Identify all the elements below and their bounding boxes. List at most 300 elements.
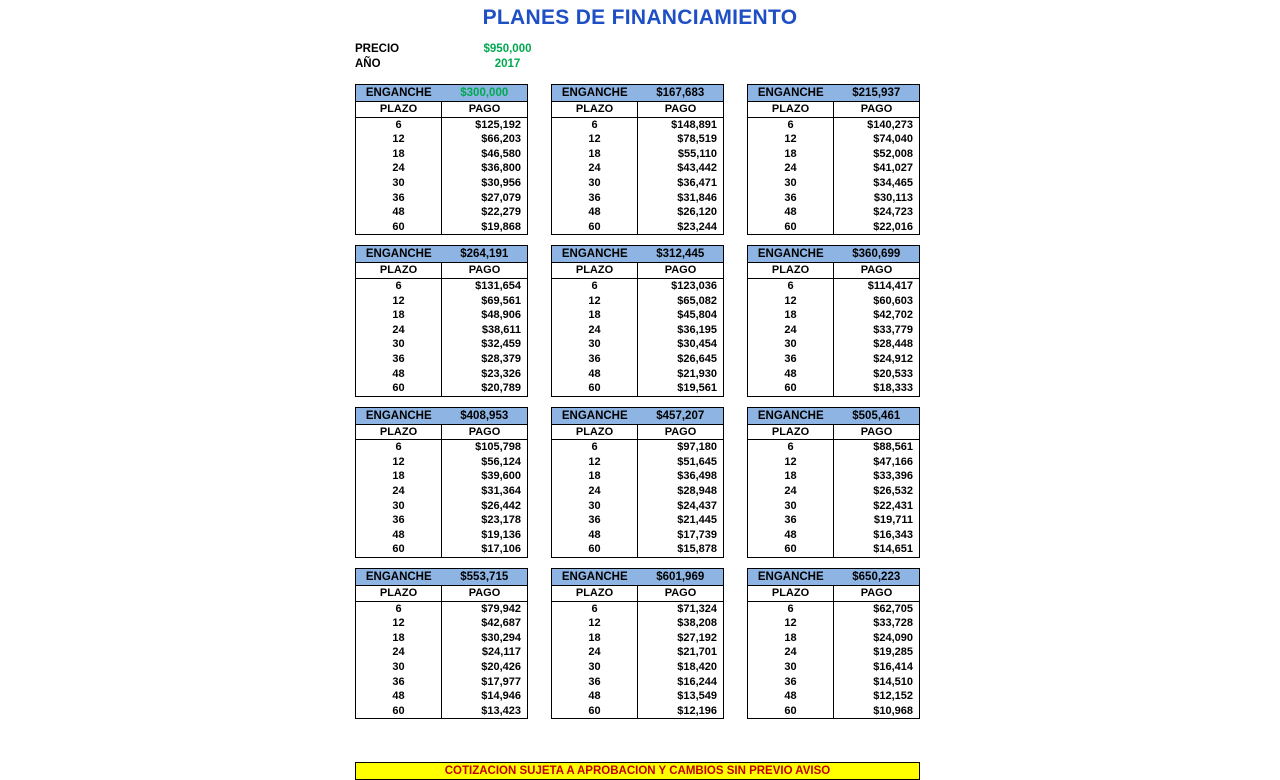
column-header-plazo: PLAZO <box>748 102 834 117</box>
cell-pago: $71,324 <box>677 602 717 615</box>
cell-plazo: 6 <box>356 601 442 616</box>
table-row <box>748 132 920 147</box>
table-row <box>552 499 724 514</box>
cell-plazo: 24 <box>356 161 442 176</box>
cell-pago: $19,136 <box>481 528 521 541</box>
table-row <box>552 469 724 484</box>
plan-payment-table <box>355 586 528 719</box>
table-row <box>748 601 920 616</box>
cell-pago: $33,728 <box>873 617 913 630</box>
cell-plazo: 60 <box>356 220 442 235</box>
table-header-row <box>748 425 920 440</box>
plan-payment-table <box>747 586 920 719</box>
plan-header <box>355 568 528 586</box>
table-row <box>356 337 528 352</box>
cell-plazo: 18 <box>552 308 638 323</box>
plan-payment-table <box>747 425 920 558</box>
cell-plazo: 12 <box>748 294 834 309</box>
financing-plans-grid <box>355 84 920 729</box>
table-row <box>356 616 528 631</box>
cell-plazo: 6 <box>356 440 442 455</box>
table-row <box>552 616 724 631</box>
table-row <box>552 645 724 660</box>
cell-plazo: 48 <box>552 367 638 382</box>
enganche-value: $408,953 <box>460 409 509 422</box>
cell-plazo: 24 <box>748 484 834 499</box>
cell-pago: $17,739 <box>677 528 717 541</box>
financing-plan-card <box>355 84 528 235</box>
column-header-plazo: PLAZO <box>356 425 442 440</box>
table-row <box>356 675 528 690</box>
table-row <box>552 191 724 206</box>
financing-plan-card <box>747 245 920 396</box>
cell-pago: $23,178 <box>481 514 521 527</box>
cell-plazo: 48 <box>552 689 638 704</box>
table-row <box>552 278 724 293</box>
table-row <box>552 528 724 543</box>
cell-plazo: 30 <box>748 660 834 675</box>
cell-pago: $66,203 <box>481 133 521 146</box>
table-row <box>356 205 528 220</box>
cell-pago: $43,442 <box>677 162 717 175</box>
cell-plazo: 36 <box>748 513 834 528</box>
financing-plan-card <box>747 568 920 719</box>
table-row <box>748 176 920 191</box>
enganche-value: $215,937 <box>852 87 901 99</box>
cell-pago: $34,465 <box>873 176 913 189</box>
cell-plazo: 24 <box>552 645 638 660</box>
table-row <box>748 513 920 528</box>
table-row <box>356 499 528 514</box>
cell-plazo: 12 <box>552 294 638 309</box>
table-row <box>748 308 920 323</box>
table-row <box>552 352 724 367</box>
cell-plazo: 60 <box>748 704 834 719</box>
price-label: PRECIO <box>355 42 400 55</box>
price-value: $950,000 <box>483 42 532 55</box>
column-header-plazo: PLAZO <box>748 425 834 440</box>
financing-plan-card <box>747 407 920 558</box>
column-header-pago: PAGO <box>442 586 528 601</box>
table-row <box>552 689 724 704</box>
cell-pago: $24,437 <box>677 499 717 512</box>
cell-pago: $36,498 <box>677 470 717 483</box>
financing-plan-card <box>355 245 528 396</box>
cell-pago: $20,533 <box>873 367 913 380</box>
plan-header <box>747 407 920 425</box>
plan-header <box>551 568 724 586</box>
table-row <box>748 381 920 396</box>
cell-pago: $17,106 <box>481 543 521 556</box>
cell-plazo: 36 <box>748 191 834 206</box>
cell-pago: $24,090 <box>873 631 913 644</box>
table-row <box>552 161 724 176</box>
cell-plazo: 36 <box>356 352 442 367</box>
table-row <box>748 117 920 132</box>
table-row <box>356 484 528 499</box>
column-header-pago: PAGO <box>834 102 920 117</box>
financing-plan-card <box>355 568 528 719</box>
plans-row <box>355 245 920 396</box>
table-header-row <box>748 102 920 117</box>
table-row <box>552 381 724 396</box>
cell-plazo: 60 <box>552 220 638 235</box>
column-header-pago: PAGO <box>442 102 528 117</box>
cell-pago: $38,611 <box>481 323 521 336</box>
table-row <box>552 455 724 470</box>
table-header-row <box>356 263 528 278</box>
column-header-pago: PAGO <box>638 586 724 601</box>
cell-plazo: 18 <box>552 631 638 646</box>
table-row <box>356 294 528 309</box>
cell-plazo: 18 <box>748 308 834 323</box>
cell-pago: $48,906 <box>481 309 521 322</box>
cell-plazo: 6 <box>748 117 834 132</box>
cell-pago: $22,431 <box>873 499 913 512</box>
table-row <box>748 542 920 557</box>
cell-plazo: 48 <box>356 689 442 704</box>
cell-plazo: 30 <box>356 176 442 191</box>
plan-payment-table <box>747 263 920 396</box>
table-row <box>748 278 920 293</box>
financing-plan-card <box>551 407 724 558</box>
cell-pago: $30,294 <box>481 631 521 644</box>
table-header-row <box>552 263 724 278</box>
cell-plazo: 60 <box>748 381 834 396</box>
cell-plazo: 30 <box>356 499 442 514</box>
table-row <box>552 367 724 382</box>
enganche-label: ENGANCHE <box>365 409 432 422</box>
cell-plazo: 60 <box>552 704 638 719</box>
cell-pago: $14,946 <box>481 690 521 703</box>
table-header-row <box>748 586 920 601</box>
table-row <box>552 294 724 309</box>
cell-plazo: 12 <box>356 132 442 147</box>
table-row <box>356 542 528 557</box>
table-row <box>552 205 724 220</box>
enganche-value: $264,191 <box>460 248 509 261</box>
table-row <box>356 352 528 367</box>
cell-plazo: 24 <box>748 161 834 176</box>
cell-pago: $28,448 <box>873 338 913 351</box>
table-row <box>356 220 528 235</box>
table-row <box>356 455 528 470</box>
cell-plazo: 30 <box>748 499 834 514</box>
column-header-pago: PAGO <box>638 263 724 278</box>
table-row <box>748 161 920 176</box>
cell-pago: $28,948 <box>677 485 717 498</box>
cell-pago: $42,702 <box>873 309 913 322</box>
cell-plazo: 60 <box>748 542 834 557</box>
cell-pago: $30,113 <box>873 191 913 204</box>
cell-pago: $13,549 <box>677 690 717 703</box>
cell-plazo: 24 <box>356 484 442 499</box>
cell-plazo: 60 <box>356 381 442 396</box>
year-row <box>355 56 555 71</box>
table-row <box>356 645 528 660</box>
column-header-pago: PAGO <box>834 425 920 440</box>
cell-plazo: 6 <box>356 117 442 132</box>
column-header-plazo: PLAZO <box>356 263 442 278</box>
cell-plazo: 36 <box>552 513 638 528</box>
column-header-plazo: PLAZO <box>552 263 638 278</box>
cell-plazo: 24 <box>356 323 442 338</box>
cell-plazo: 18 <box>748 147 834 162</box>
cell-pago: $114,417 <box>867 279 913 292</box>
cell-plazo: 48 <box>748 689 834 704</box>
cell-pago: $33,779 <box>873 323 913 336</box>
table-row <box>552 117 724 132</box>
table-header-row <box>552 425 724 440</box>
cell-plazo: 60 <box>552 381 638 396</box>
table-row <box>356 469 528 484</box>
cell-pago: $131,654 <box>475 279 521 292</box>
table-row <box>356 323 528 338</box>
table-row <box>552 308 724 323</box>
cell-pago: $32,459 <box>481 338 521 351</box>
cell-pago: $18,333 <box>873 382 913 395</box>
cell-plazo: 36 <box>748 352 834 367</box>
cell-pago: $10,968 <box>873 704 913 717</box>
table-row <box>552 704 724 719</box>
table-row <box>748 367 920 382</box>
cell-plazo: 36 <box>748 675 834 690</box>
cell-plazo: 48 <box>748 528 834 543</box>
cell-plazo: 6 <box>552 440 638 455</box>
cell-pago: $16,244 <box>677 675 717 688</box>
column-header-pago: PAGO <box>638 425 724 440</box>
cell-plazo: 48 <box>356 528 442 543</box>
cell-plazo: 30 <box>356 337 442 352</box>
table-row <box>748 704 920 719</box>
cell-pago: $27,192 <box>677 631 717 644</box>
cell-pago: $14,510 <box>873 675 913 688</box>
table-row <box>748 616 920 631</box>
cell-pago: $19,285 <box>873 646 913 659</box>
cell-pago: $38,208 <box>677 617 717 630</box>
column-header-plazo: PLAZO <box>552 102 638 117</box>
cell-plazo: 30 <box>356 660 442 675</box>
cell-pago: $23,326 <box>481 367 521 380</box>
cell-pago: $39,600 <box>481 470 521 483</box>
cell-pago: $123,036 <box>671 279 717 292</box>
cell-plazo: 24 <box>552 484 638 499</box>
table-row <box>356 440 528 455</box>
table-row <box>748 352 920 367</box>
cell-plazo: 6 <box>356 278 442 293</box>
cell-pago: $36,471 <box>677 176 717 189</box>
enganche-value: $553,715 <box>460 571 509 584</box>
cell-pago: $105,798 <box>475 441 521 454</box>
disclaimer-note: COTIZACION SUJETA A APROBACION Y CAMBIOS SIN PREVIO AVISO <box>355 762 920 780</box>
plan-header <box>551 407 724 425</box>
table-row <box>552 484 724 499</box>
cell-plazo: 60 <box>356 704 442 719</box>
table-row <box>748 294 920 309</box>
cell-plazo: 36 <box>356 513 442 528</box>
table-row <box>748 645 920 660</box>
plan-payment-table <box>355 425 528 558</box>
table-row <box>356 117 528 132</box>
cell-pago: $74,040 <box>873 133 913 146</box>
cell-pago: $28,379 <box>481 352 521 365</box>
plan-header <box>747 84 920 102</box>
enganche-label: ENGANCHE <box>365 87 432 99</box>
cell-pago: $24,723 <box>873 206 913 219</box>
table-row <box>356 161 528 176</box>
cell-pago: $16,343 <box>873 528 913 541</box>
table-row <box>552 513 724 528</box>
cell-pago: $20,789 <box>481 382 521 395</box>
cell-plazo: 12 <box>552 616 638 631</box>
cell-plazo: 18 <box>356 147 442 162</box>
plan-payment-table <box>551 425 724 558</box>
cell-plazo: 18 <box>552 147 638 162</box>
plans-row <box>355 84 920 235</box>
table-row <box>552 631 724 646</box>
cell-plazo: 24 <box>356 645 442 660</box>
table-row <box>748 205 920 220</box>
cell-pago: $88,561 <box>873 441 913 454</box>
cell-plazo: 36 <box>356 675 442 690</box>
cell-plazo: 24 <box>552 323 638 338</box>
column-header-plazo: PLAZO <box>552 425 638 440</box>
cell-plazo: 48 <box>552 528 638 543</box>
table-header-row <box>356 425 528 440</box>
column-header-plazo: PLAZO <box>356 102 442 117</box>
enganche-label: ENGANCHE <box>757 409 824 422</box>
cell-pago: $15,878 <box>677 543 717 556</box>
cell-pago: $36,195 <box>677 323 717 336</box>
cell-plazo: 18 <box>356 469 442 484</box>
cell-pago: $148,891 <box>671 118 717 131</box>
table-row <box>552 542 724 557</box>
cell-plazo: 6 <box>552 117 638 132</box>
cell-pago: $13,423 <box>481 704 521 717</box>
financing-plan-card <box>355 407 528 558</box>
table-row <box>552 675 724 690</box>
table-row <box>356 278 528 293</box>
cell-plazo: 30 <box>552 176 638 191</box>
cell-plazo: 12 <box>748 616 834 631</box>
table-row <box>356 704 528 719</box>
price-row <box>355 41 555 56</box>
cell-pago: $18,420 <box>677 661 717 673</box>
cell-pago: $21,701 <box>677 646 717 659</box>
table-row <box>552 323 724 338</box>
cell-pago: $24,117 <box>481 646 521 659</box>
cell-plazo: 60 <box>552 542 638 557</box>
cell-pago: $46,580 <box>481 147 521 160</box>
table-row <box>356 381 528 396</box>
cell-plazo: 12 <box>748 455 834 470</box>
column-header-pago: PAGO <box>834 263 920 278</box>
cell-pago: $62,705 <box>873 602 913 615</box>
financing-plan-card <box>551 245 724 396</box>
table-row <box>748 528 920 543</box>
cell-pago: $26,532 <box>873 485 913 498</box>
table-row <box>356 191 528 206</box>
table-row <box>552 440 724 455</box>
enganche-value: $360,699 <box>852 248 901 261</box>
table-row <box>356 132 528 147</box>
plan-payment-table <box>355 263 528 396</box>
plan-payment-table <box>551 586 724 719</box>
cell-pago: $60,603 <box>873 294 913 307</box>
table-row <box>748 689 920 704</box>
table-row <box>748 337 920 352</box>
cell-pago: $21,930 <box>677 367 717 380</box>
cell-plazo: 12 <box>748 132 834 147</box>
cell-plazo: 24 <box>748 323 834 338</box>
cell-pago: $27,079 <box>481 191 521 204</box>
table-row <box>356 601 528 616</box>
cell-plazo: 60 <box>748 220 834 235</box>
table-row <box>748 220 920 235</box>
cell-plazo: 60 <box>356 542 442 557</box>
cell-pago: $12,152 <box>873 690 913 703</box>
cell-plazo: 48 <box>748 205 834 220</box>
cell-plazo: 48 <box>552 205 638 220</box>
table-row <box>748 191 920 206</box>
plan-payment-table <box>355 102 528 235</box>
cell-plazo: 24 <box>748 645 834 660</box>
table-row <box>356 367 528 382</box>
cell-pago: $12,196 <box>677 704 717 717</box>
cell-plazo: 48 <box>356 367 442 382</box>
cell-pago: $30,454 <box>677 338 717 351</box>
cell-plazo: 6 <box>748 278 834 293</box>
cell-plazo: 48 <box>748 367 834 382</box>
cell-pago: $19,868 <box>481 220 521 233</box>
summary-info <box>355 41 555 71</box>
table-row <box>552 601 724 616</box>
plan-payment-table <box>551 263 724 396</box>
plans-row <box>355 568 920 719</box>
cell-pago: $52,008 <box>873 147 913 160</box>
cell-pago: $55,110 <box>677 147 717 160</box>
plan-header <box>747 245 920 263</box>
cell-pago: $26,120 <box>677 206 717 219</box>
cell-pago: $36,800 <box>481 162 521 175</box>
table-row <box>356 528 528 543</box>
table-row <box>552 176 724 191</box>
cell-plazo: 30 <box>748 337 834 352</box>
cell-pago: $79,942 <box>481 602 521 615</box>
cell-pago: $47,166 <box>873 455 913 468</box>
cell-pago: $78,519 <box>677 133 717 146</box>
table-row <box>552 220 724 235</box>
cell-pago: $69,561 <box>481 294 521 307</box>
cell-plazo: 6 <box>748 601 834 616</box>
year-value: 2017 <box>494 57 521 70</box>
cell-plazo: 12 <box>552 132 638 147</box>
enganche-label: ENGANCHE <box>757 87 824 99</box>
enganche-label: ENGANCHE <box>561 571 628 584</box>
enganche-label: ENGANCHE <box>561 248 628 261</box>
table-row <box>748 147 920 162</box>
cell-plazo: 36 <box>552 352 638 367</box>
financing-plan-card <box>747 84 920 235</box>
cell-pago: $41,027 <box>873 162 913 175</box>
table-header-row <box>552 586 724 601</box>
cell-pago: $26,442 <box>481 499 521 512</box>
cell-pago: $140,273 <box>867 118 913 131</box>
cell-plazo: 12 <box>552 455 638 470</box>
enganche-value: $167,683 <box>656 87 705 99</box>
cell-pago: $21,445 <box>677 514 717 527</box>
table-row <box>356 689 528 704</box>
